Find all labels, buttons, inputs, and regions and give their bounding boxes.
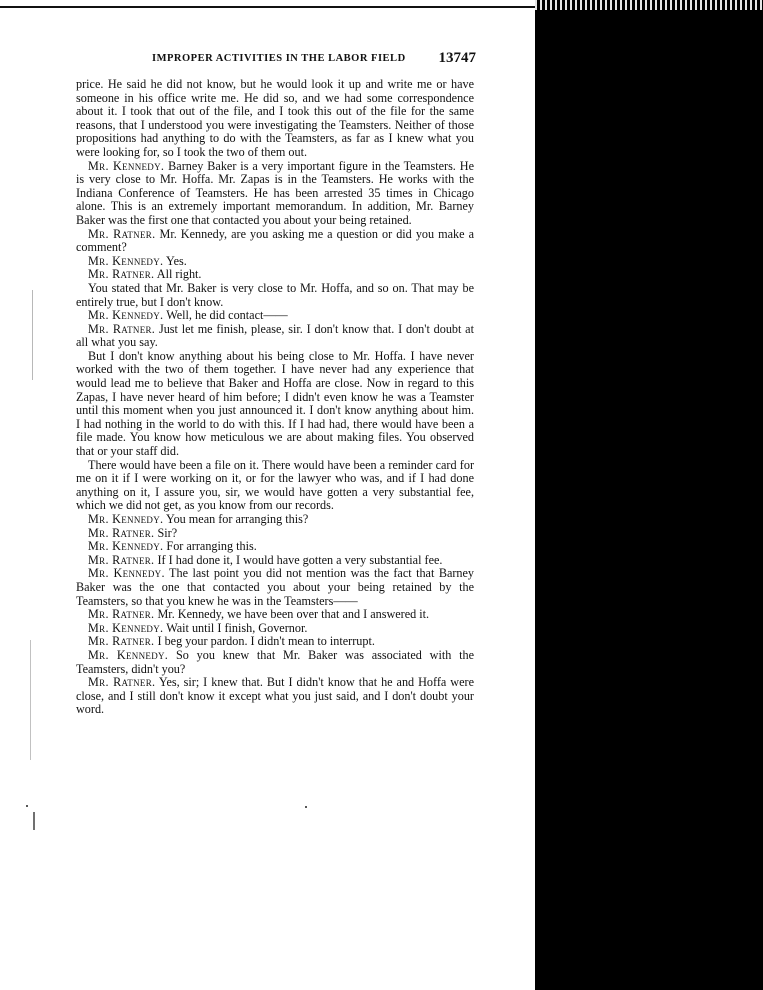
speaker-label: Mr. Ratner. — [88, 267, 155, 282]
paragraph — [76, 676, 474, 717]
paragraph — [76, 78, 474, 160]
paragraph-text: All right. — [156, 267, 202, 282]
speaker-label: Mr. Ratner. — [88, 525, 155, 540]
paragraph — [76, 268, 474, 282]
paragraph — [76, 554, 474, 568]
speaker-label: Mr. Ratner. — [88, 675, 156, 690]
paragraph-text: So you knew that Mr. Baker was associated with the Teamsters, didn't you? — [76, 647, 475, 676]
paragraph-text: Mr. Kennedy, are you asking me a question or did you make a comment? — [76, 226, 475, 255]
speaker-label: Mr. Ratner. — [88, 552, 155, 567]
paragraph — [76, 635, 474, 649]
paragraph — [76, 309, 474, 323]
paragraph-text: Mr. Kennedy, we have been over that and I answered it. — [157, 607, 430, 622]
paragraph — [76, 567, 474, 608]
scan-edge-dots — [535, 0, 763, 10]
paragraph-text: For arranging this. — [166, 539, 257, 554]
paragraph-text: Just let me finish, please, sir. I don't know that. I don't doubt at all what you say. — [76, 321, 474, 350]
paragraph — [76, 649, 474, 676]
speaker-label: Mr. Ratner. — [88, 607, 155, 622]
scan-edge-line — [0, 6, 535, 8]
paragraph — [76, 527, 474, 541]
paragraph — [76, 282, 474, 309]
speaker-label: Mr. Ratner. — [88, 226, 156, 241]
paragraph — [76, 459, 474, 513]
paragraph-text: price. He said he did not know, but he would look it up and write me or have someone in his office write me. He did so, and we had some correspondence about it. I took that out of the file, and I took this out of the file for the same reasons, that I understood you were investigating the Teamsters. Neither of those propositions had anything to do with the Teamsters, as far as I knew what you were looking for, so I took the two of them out. — [76, 77, 474, 159]
paragraph-text: Barney Baker is a very important figure in the Teamsters. He is very close to Mr. Hoffa. Mr. Zapas is in the Teamsters. He works with the Indiana Conference of Teamsters. He has been arrested 35 times in Chicago alone. This is an extremely important memorandum. In addition, Mr. Barney Baker was the first one that contacted you about your being retained. — [76, 158, 474, 227]
paragraph — [76, 608, 474, 622]
scan-margin-mark — [32, 290, 33, 380]
scan-speck — [305, 806, 307, 808]
speaker-label: Mr. Ratner. — [88, 321, 156, 336]
paragraph-text: I beg your pardon. I didn't mean to interrupt. — [157, 634, 375, 649]
speaker-label: Mr. Kennedy. — [88, 566, 165, 581]
paragraph-text: Sir? — [157, 525, 178, 540]
speaker-label: Mr. Kennedy. — [88, 620, 164, 635]
paragraph-text: Wait until I finish, Governor. — [166, 620, 308, 635]
paragraph — [76, 622, 474, 636]
page-number: 13747 — [438, 50, 476, 66]
speaker-label: Mr. Kennedy. — [88, 308, 164, 323]
running-head: IMPROPER ACTIVITIES IN THE LABOR FIELD — [152, 53, 406, 64]
scan-margin-mark — [33, 812, 35, 830]
paragraph — [76, 255, 474, 269]
paragraph-text: But I don't know anything about his being close to Mr. Hoffa. I have never worked with the two of them together. I have never had any experience that would lead me to believe that Baker and Hoffa are close. Now in regard to this Zapas, I have never heard of him before; I didn't even know he was a Teamster until this moment when you just announced it. I don't know anything about him. I had nothing in the world to do with this. If I had had, there would have been a file made. You know how meticulous we are about making files. You observed that or your staff did. — [76, 348, 474, 459]
paragraph-text: Well, he did contact—— — [166, 308, 288, 323]
speaker-label: Mr. Ratner. — [88, 634, 155, 649]
paragraph — [76, 323, 474, 350]
transcript-body — [76, 78, 474, 717]
paragraph-text: You stated that Mr. Baker is very close to Mr. Hoffa, and so on. That may be entirely true, but I don't know. — [76, 280, 474, 309]
paragraph-text: The last point you did not mention was the fact that Barney Baker was the one that contacted you about your being retained by the Teamsters, so that you knew he was in the Teamsters—— — [76, 566, 475, 608]
paragraph — [76, 160, 474, 228]
scan-margin-mark — [30, 640, 31, 760]
paragraph-text: You mean for arranging this? — [165, 512, 309, 526]
scan-speck — [26, 805, 28, 807]
paragraph-text: Yes. — [165, 253, 187, 268]
speaker-label: Mr. Kennedy. — [88, 253, 164, 268]
speaker-label: Mr. Kennedy. — [88, 158, 165, 173]
paragraph-text: Yes, sir; I knew that. But I didn't know that he and Hoffa were close, and I still don't know it except what you just said, and I don't doubt your word. — [76, 675, 474, 717]
page-header — [80, 50, 480, 70]
paragraph-text: If I had done it, I would have gotten a very substantial fee. — [157, 552, 443, 567]
paragraph — [76, 513, 474, 527]
speaker-label: Mr. Kennedy. — [88, 539, 164, 554]
speaker-label: Mr. Kennedy. — [88, 647, 169, 662]
paragraph-text: There would have been a file on it. There would have been a reminder card for me on it if I were working on it, or for the lawyer who was, and if I had done anything on it, I assure you, sir, we would have gotten a very substantial fee, which we did not get, as you know from our records. — [76, 457, 474, 513]
speaker-label: Mr. Kennedy. — [88, 512, 164, 526]
paragraph — [76, 228, 474, 255]
paragraph — [76, 540, 474, 554]
paragraph — [76, 350, 474, 459]
